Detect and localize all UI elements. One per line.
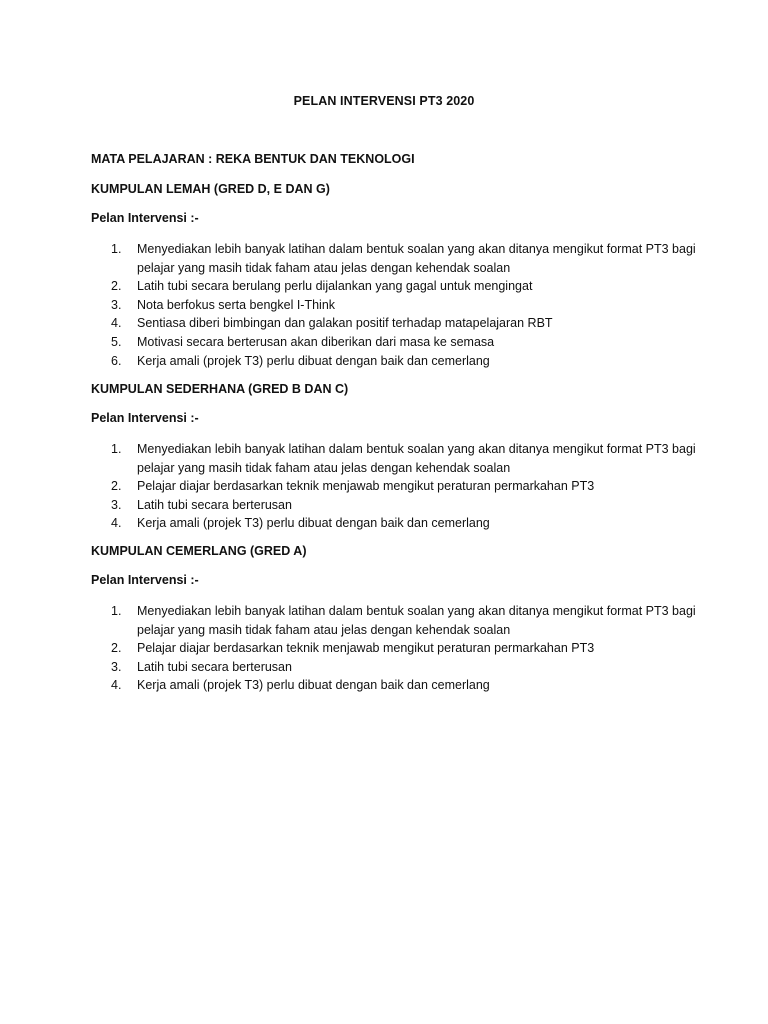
list-item xyxy=(91,676,711,695)
item-number: 2. xyxy=(111,641,122,656)
plan-label-sederhana: Pelan Intervensi :- xyxy=(91,411,199,425)
item-number: 4. xyxy=(111,678,122,693)
group-heading-sederhana: KUMPULAN SEDERHANA (GRED B DAN C) xyxy=(91,382,349,396)
list-item xyxy=(91,240,711,277)
item-number: 3. xyxy=(111,659,122,674)
list-item xyxy=(91,658,711,677)
subject-line: MATA PELAJARAN : REKA BENTUK DAN TEKNOLOGI xyxy=(91,152,415,166)
item-text: Pelajar diajar berdasarkan teknik menjawab mengikut peraturan permarkahan PT3 xyxy=(137,641,595,656)
list-item xyxy=(91,333,711,352)
item-text: Latih tubi secara berterusan xyxy=(137,497,292,512)
item-number: 2. xyxy=(111,279,122,294)
item-text: Kerja amali (projek T3) perlu dibuat dengan baik dan cemerlang xyxy=(137,353,490,368)
list-item xyxy=(91,440,711,477)
list-item xyxy=(91,639,711,658)
item-text: Menyediakan lebih banyak latihan dalam bentuk soalan yang akan ditanya mengikut format PT3 bagi pelajar yang masih tidak faham atau jelas dengan kehendak soalan xyxy=(137,604,696,637)
item-text: Kerja amali (projek T3) perlu dibuat dengan baik dan cemerlang xyxy=(137,678,490,693)
item-number: 6. xyxy=(111,353,122,368)
item-number: 2. xyxy=(111,479,122,494)
item-number: 1. xyxy=(111,442,122,456)
item-text: Motivasi secara berterusan akan diberikan dari masa ke semasa xyxy=(137,334,495,349)
item-number: 5. xyxy=(111,334,122,349)
item-number: 4. xyxy=(111,516,122,531)
item-text: Pelajar diajar berdasarkan teknik menjawab mengikut peraturan permarkahan PT3 xyxy=(137,479,595,494)
group-heading-cemerlang: KUMPULAN CEMERLANG (GRED A) xyxy=(91,544,307,558)
list-item xyxy=(91,514,711,533)
list-item xyxy=(91,296,711,315)
intervention-list-cemerlang xyxy=(91,602,711,695)
item-number: 4. xyxy=(111,316,122,331)
document-title: PELAN INTERVENSI PT3 2020 xyxy=(293,94,475,108)
item-text: Latih tubi secara berterusan xyxy=(137,659,292,674)
item-text: Nota berfokus serta bengkel I-Think xyxy=(137,297,336,312)
item-number: 1. xyxy=(111,242,122,256)
item-number: 3. xyxy=(111,297,122,312)
list-item xyxy=(91,602,711,639)
item-text: Kerja amali (projek T3) perlu dibuat dengan baik dan cemerlang xyxy=(137,516,490,531)
list-item xyxy=(91,314,711,333)
plan-label-lemah: Pelan Intervensi :- xyxy=(91,211,199,225)
item-text: Sentiasa diberi bimbingan dan galakan positif terhadap matapelajaran RBT xyxy=(137,316,553,331)
item-number: 1. xyxy=(111,604,122,618)
plan-label-cemerlang: Pelan Intervensi :- xyxy=(91,573,199,587)
intervention-list-sederhana xyxy=(91,440,711,533)
group-heading-lemah: KUMPULAN LEMAH (GRED D, E DAN G) xyxy=(91,182,330,196)
item-number: 3. xyxy=(111,497,122,512)
list-item xyxy=(91,277,711,296)
list-item xyxy=(91,496,711,515)
item-text: Menyediakan lebih banyak latihan dalam bentuk soalan yang akan ditanya mengikut format PT3 bagi pelajar yang masih tidak faham atau jelas dengan kehendak soalan xyxy=(137,442,696,475)
list-item xyxy=(91,352,711,371)
item-text: Latih tubi secara berulang perlu dijalankan yang gagal untuk mengingat xyxy=(137,279,533,294)
intervention-list-lemah xyxy=(91,240,711,370)
item-text: Menyediakan lebih banyak latihan dalam bentuk soalan yang akan ditanya mengikut format PT3 bagi pelajar yang masih tidak faham atau jelas dengan kehendak soalan xyxy=(137,242,696,275)
list-item xyxy=(91,477,711,496)
